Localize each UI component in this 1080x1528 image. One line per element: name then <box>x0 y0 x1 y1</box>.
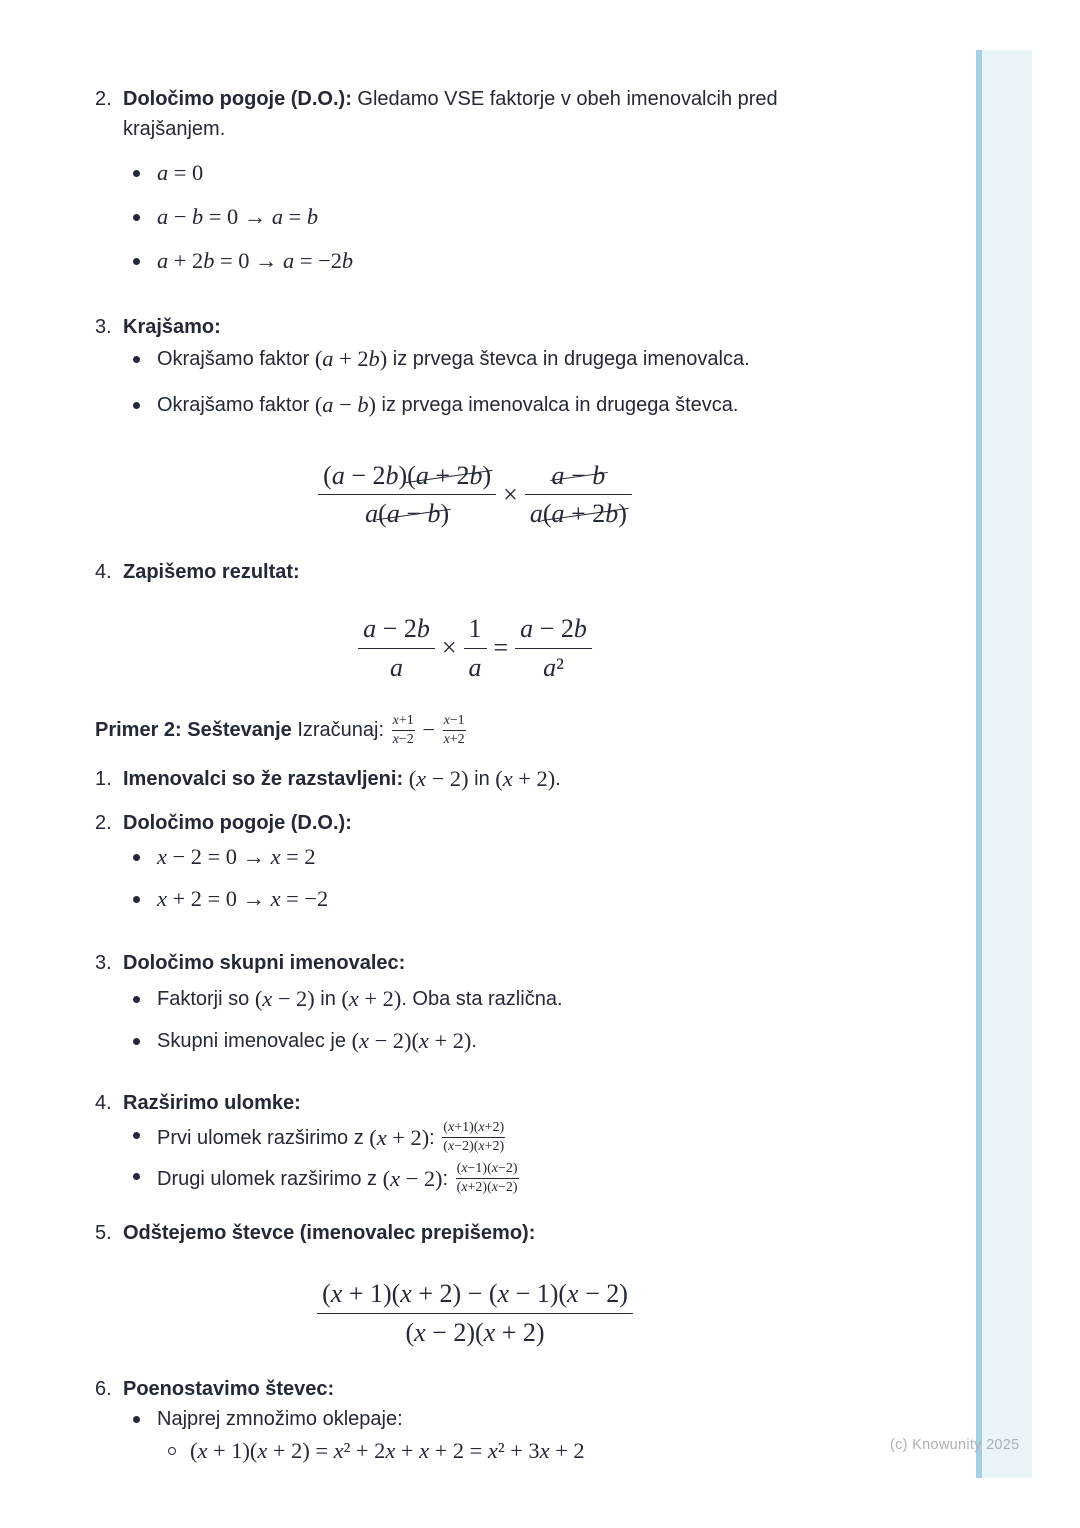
bullet-list <box>123 1404 823 1466</box>
bullet-list <box>123 842 823 914</box>
bullet-item <box>123 1161 823 1196</box>
item-number: 6. <box>95 1377 112 1400</box>
bullet-text: Okrajšamo faktor (a − b) iz prvega imenovalca in drugega števca. <box>157 392 739 417</box>
list-item-conditions <box>95 84 865 290</box>
item-paragraph <box>123 557 823 587</box>
item-number: 3. <box>95 951 112 974</box>
bullet-dot-icon <box>133 842 157 861</box>
item-title: Odštejemo števce (imenovalec prepišemo): <box>123 1222 536 1245</box>
right-accent-stripe <box>976 50 1032 1478</box>
list-item-common-denominator <box>95 948 865 1068</box>
list-item-denominators <box>95 764 865 794</box>
item-body <box>123 312 823 436</box>
list-item-simplify-numerator <box>95 1374 865 1468</box>
item-number: 2. <box>95 811 112 834</box>
item-number: 1. <box>95 767 112 790</box>
formula-cancellation: $\frac{(a - 2b)(a + 2b)}{a(a - b)}$ × $\frac{a - b}{a(a + 2b)}$ <box>95 460 855 529</box>
bullet-text: x − 2 = 0 → x = 2 <box>157 843 316 869</box>
bullet-text: a − b = 0 → a = b <box>157 204 319 229</box>
bullet-item <box>123 984 823 1014</box>
bullet-item <box>123 246 823 276</box>
example-heading <box>95 713 865 748</box>
bullet-item <box>123 1404 823 1434</box>
item-title: Krajšamo: <box>123 316 221 338</box>
bullet-dot-icon <box>133 158 157 177</box>
item-number: 4. <box>95 561 112 584</box>
bullet-text: a + 2b = 0 → a = −2b <box>157 248 354 273</box>
bullet-dot-icon <box>133 1120 157 1139</box>
item-paragraph <box>123 948 823 978</box>
item-paragraph <box>123 1374 823 1404</box>
document-content <box>95 84 865 1468</box>
bullet-item <box>123 344 823 374</box>
item-text: Gledamo VSE faktorje v obeh imenovalcih pred krajšanjem. <box>123 88 778 140</box>
bullet-list <box>123 984 823 1056</box>
bullet-dot-icon <box>133 246 157 265</box>
item-paragraph <box>123 312 823 342</box>
example-title: Primer 2: Seštevanje <box>95 719 292 742</box>
item-title: Razširimo ulomke: <box>123 1091 301 1114</box>
item-number: 4. <box>95 1091 112 1114</box>
item-text: (x − 2) in (x + 2) . <box>408 765 561 791</box>
item-number: 3. <box>95 316 112 338</box>
bullet-text: a = 0 <box>157 160 204 185</box>
item-paragraph <box>123 84 823 144</box>
item-number: 5. <box>95 1222 112 1245</box>
bullet-dot-icon <box>133 202 157 221</box>
bullet-text: Prvi ulomek razširimo z (x + 2) : (x+1)(x+2) (x−2)(x+2) <box>157 1119 505 1155</box>
item-body <box>123 1088 823 1202</box>
bullet-list <box>123 1120 823 1196</box>
bullet-dot-icon <box>133 1026 157 1045</box>
bullet-dot-icon <box>133 1161 157 1180</box>
bullet-text: Najprej zmnožimo oklepaje: <box>157 1407 403 1430</box>
item-body <box>123 1374 823 1468</box>
example-lead: Izračunaj: <box>291 719 390 742</box>
bullet-text: Skupni imenovalec je (x − 2)(x + 2) . <box>157 1027 477 1053</box>
list-item-cancel <box>95 312 865 436</box>
formula-result: $\frac{a - 2b}{a}$ × $\frac{1}{a}$ = $\frac{a - 2b}{\text{a²}}$ <box>95 613 855 682</box>
bullet-item <box>123 884 823 914</box>
bullet-item <box>123 158 823 188</box>
item-body <box>123 948 823 1068</box>
bullet-item <box>123 1120 823 1155</box>
bullet-dot-icon <box>133 344 157 363</box>
item-paragraph <box>123 1088 823 1118</box>
bullet-circle-icon <box>168 1436 190 1455</box>
list-item-expand-fractions <box>95 1088 865 1202</box>
bullet-item <box>123 202 823 232</box>
item-title: Določimo pogoje (D.O.): <box>123 811 352 834</box>
sub-bullet-item <box>123 1436 823 1466</box>
item-paragraph <box>123 808 823 838</box>
item-body <box>123 84 823 290</box>
item-body <box>123 1218 823 1248</box>
item-paragraph <box>123 764 823 794</box>
bullet-dot-icon <box>133 390 157 409</box>
item-title: Določimo skupni imenovalec: <box>123 951 406 974</box>
item-number: 2. <box>95 88 112 110</box>
example-expression: x+1 x−2 − $\frac{x-1}{x+2}$ <box>392 712 465 747</box>
copyright-watermark: (c) Knowunity 2025 <box>890 1437 1020 1453</box>
list-item-conditions2 <box>95 808 865 926</box>
item-paragraph <box>123 1218 823 1248</box>
list-item-subtract-numerators <box>95 1218 865 1248</box>
bullet-item <box>123 842 823 872</box>
bullet-dot-icon <box>133 984 157 1003</box>
formula-subtraction: $\frac{(x + 1)(x + 2) - (x - 1)(x - 2)}{(x - 2)(x + 2)}$ <box>95 1278 855 1347</box>
bullet-item <box>123 390 823 420</box>
bullet-list <box>123 344 823 420</box>
bullet-list <box>123 158 823 276</box>
item-body <box>123 557 823 587</box>
bullet-text: Okrajšamo faktor (a + 2b) iz prvega števca in drugega imenovalca. <box>157 346 750 371</box>
item-title: Zapišemo rezultat: <box>123 561 300 584</box>
item-body <box>123 764 823 794</box>
bullet-text: Drugi ulomek razširimo z (x − 2) : (x−1)(x−2) (x+2)(x−2) <box>157 1161 518 1196</box>
bullet-dot-icon <box>133 884 157 903</box>
bullet-text: x + 2 = 0 → x = −2 <box>157 885 329 911</box>
item-body <box>123 808 823 926</box>
item-title: Imenovalci so že razstavljeni: <box>123 767 404 790</box>
bullet-text: Faktorji so (x − 2) in (x + 2) . Oba sta različna. <box>157 985 563 1011</box>
bullet-item <box>123 1026 823 1056</box>
list-item-result <box>95 557 865 587</box>
item-title: Poenostavimo števec: <box>123 1377 335 1400</box>
item-title: Določimo pogoje (D.O.): <box>123 88 352 110</box>
bullet-dot-icon <box>133 1404 157 1423</box>
bullet-text: (x + 1)(x + 2) = x² + 2x + x + 2 = x² + 3x + 2 <box>190 1437 585 1463</box>
